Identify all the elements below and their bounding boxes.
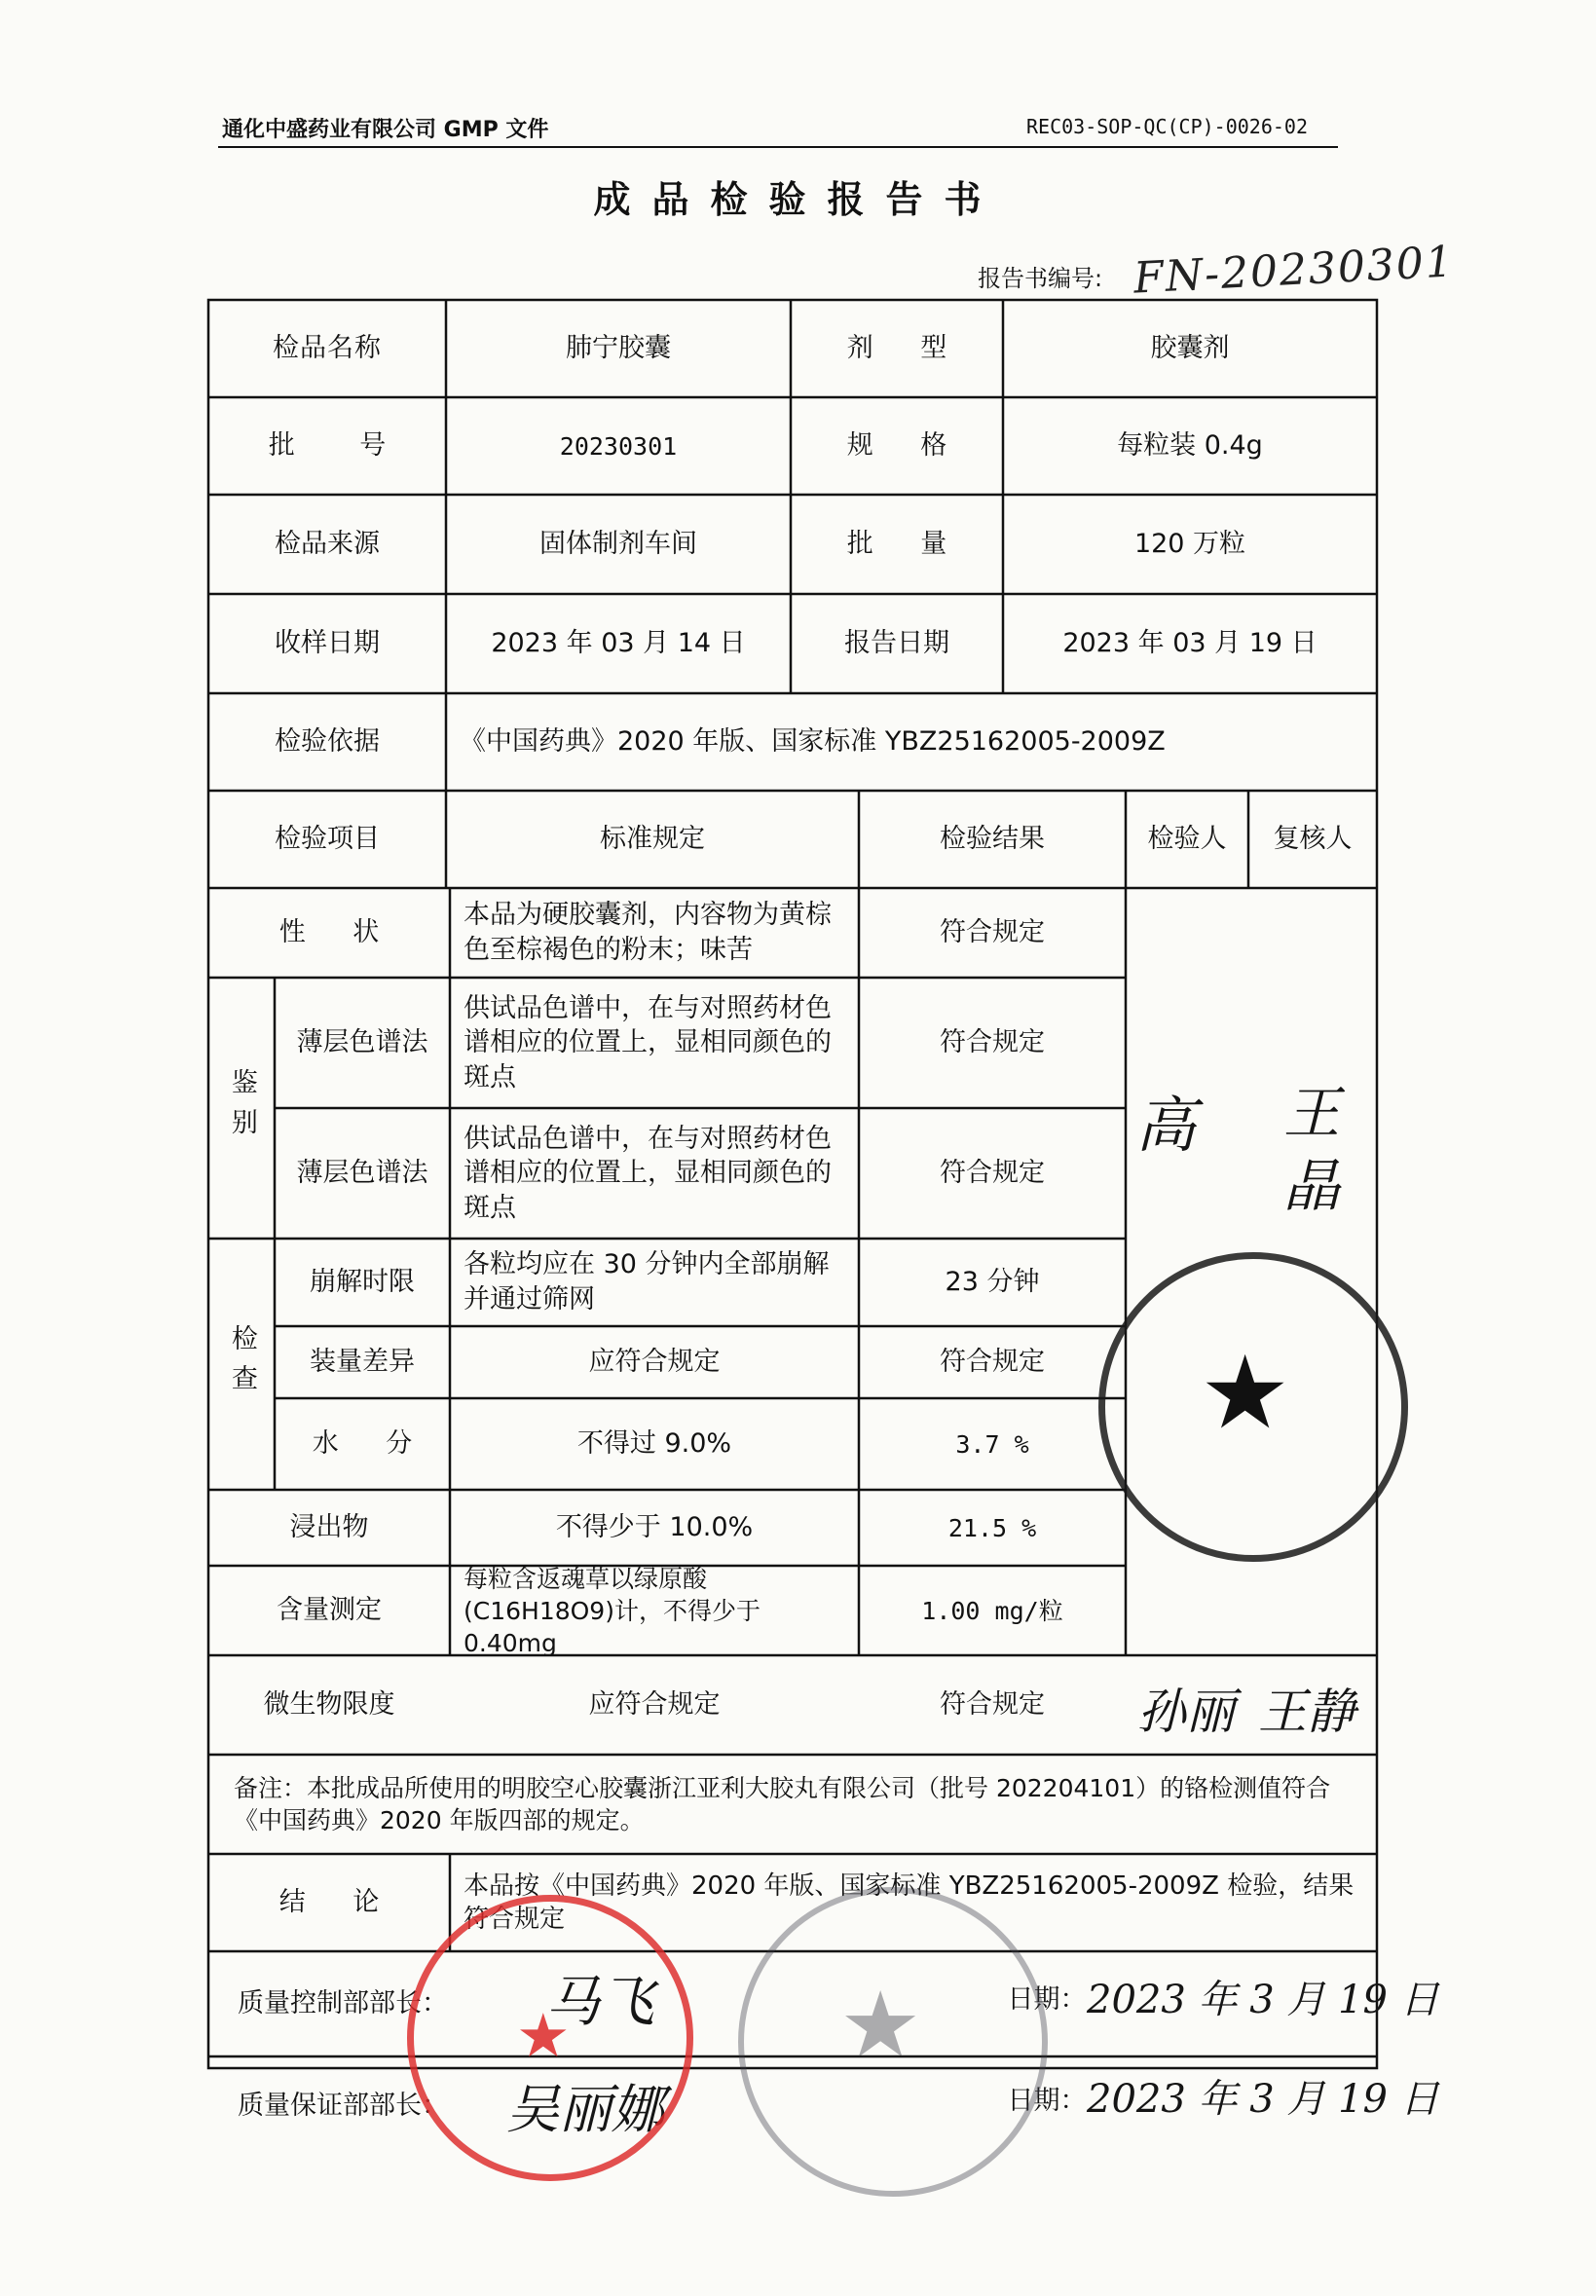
batch-quantity-label: 批 量	[846, 529, 947, 560]
document-code: REC03-SOP-QC(CP)-0026-02	[1026, 115, 1308, 138]
batch-number-label: 批 号	[268, 430, 387, 462]
purchase-seal-star: ★	[516, 2000, 571, 2071]
remark-text: 备注：本批成品所使用的明胶空心胶囊浙江亚利大胶丸有限公司（批号 202204101）的铬检测值符合《中国药典》2020 年版四部的规定。	[234, 1774, 1331, 1834]
qa-date-value: 2023 年 3 月 19 日	[1087, 2077, 1439, 2122]
col-header-inspector: 检验人	[1147, 824, 1227, 855]
product-name-value: 肺宁胶囊	[566, 333, 671, 364]
report-date-value: 2023 年 03 月 19 日	[1062, 628, 1318, 659]
group-label-check-text: 检查	[226, 1324, 257, 1404]
table-row: 符合规定	[940, 917, 1045, 948]
table-row: 崩解时限	[310, 1267, 415, 1298]
conclusion-label: 结 论	[278, 1887, 380, 1918]
qa-head-signature: 吴丽娜	[506, 2079, 664, 2140]
table-row: 不得少于 10.0%	[555, 1512, 754, 1543]
table-row: 薄层色谱法	[296, 1027, 428, 1058]
company-header: 通化中盛药业有限公司 GMP 文件	[222, 118, 549, 142]
table-row: 符合规定	[940, 1689, 1045, 1721]
table-row: 23 分钟	[945, 1267, 1040, 1298]
batch-number-value: 20230301	[559, 431, 678, 461]
col-header-reviewer: 复核人	[1273, 824, 1353, 855]
qa-head-label: 质量保证部部长：	[238, 2091, 448, 2122]
qc-head-label: 质量控制部部长：	[238, 1988, 448, 2019]
dosage-form-label: 剂 型	[846, 333, 947, 364]
sample-source-value: 固体制剂车间	[539, 529, 697, 560]
table-row: 3.7 %	[955, 1429, 1029, 1459]
group-label-check	[208, 1239, 275, 1490]
table-row: 供试品色谱中，在与对照药材色谱相应的位置上，显相同颜色的斑点	[464, 992, 832, 1092]
sample-source-label: 检品来源	[275, 529, 380, 560]
micro-reviewer-signature: 王静	[1258, 1684, 1355, 1740]
table-row: 21.5 %	[947, 1513, 1037, 1542]
col-header-result: 检验结果	[940, 824, 1045, 855]
table-row: 微生物限度	[263, 1689, 395, 1721]
qc-head-signature: 马飞	[545, 1971, 654, 2034]
conclusion-text: 本品按《中国药典》2020 年版、国家标准 YBZ25162005-2009Z 检验，结果符合规定	[464, 1870, 1355, 1934]
col-header-item: 检验项目	[275, 824, 380, 855]
table-row: 装量差异	[310, 1347, 415, 1378]
table-row: 含量测定	[277, 1595, 382, 1626]
table-row: 符合规定	[940, 1347, 1045, 1378]
sample-date-label: 收样日期	[275, 628, 380, 659]
report-number-value: FN-20230301	[1132, 237, 1456, 304]
test-basis-value: 《中国药典》2020 年版、国家标准 YBZ25162005-2009Z	[460, 726, 1166, 758]
specification-value: 每粒装 0.4g	[1117, 430, 1263, 462]
qa-date-label: 日期：	[1007, 2086, 1087, 2117]
col-header-standard: 标准规定	[600, 824, 705, 855]
table-row: 应符合规定	[588, 1347, 721, 1378]
table-row: 水 分	[312, 1428, 413, 1460]
batch-quantity-value: 120 万粒	[1133, 529, 1246, 560]
micro-inspector-signature: 孙丽	[1137, 1684, 1235, 1740]
table-row: 本品为硬胶囊剂，内容物为黄棕色至棕褐色的粉末；味苦	[464, 900, 832, 965]
table-row: 应符合规定	[588, 1689, 721, 1721]
table-row: 薄层色谱法	[296, 1158, 428, 1189]
group-label-identification	[208, 978, 275, 1239]
qc-date-value: 2023 年 3 月 19 日	[1087, 1978, 1439, 2022]
report-title: 成品检验报告书	[593, 178, 1003, 221]
table-row: 不得过 9.0%	[576, 1428, 732, 1460]
specification-label: 规 格	[846, 430, 947, 462]
table-row: 符合规定	[940, 1158, 1045, 1189]
quality-inspection-seal-star: ★	[1200, 1333, 1291, 1452]
table-row: 每粒含返魂草以绿原酸(C16H18O9)计，不得少于 0.40mg	[464, 1564, 761, 1657]
dosage-form-value: 胶囊剂	[1150, 333, 1230, 364]
table-row: 浸出物	[289, 1512, 369, 1543]
table-row: 性 状	[278, 917, 380, 948]
product-name-label: 检品名称	[273, 333, 382, 364]
table-row: 供试品色谱中，在与对照药材色谱相应的位置上，显相同颜色的斑点	[464, 1123, 832, 1223]
sample-date-value: 2023 年 03 月 14 日	[491, 628, 746, 659]
faded-inspection-seal-star: ★	[839, 1973, 922, 2079]
report-number-label: 报告书编号:	[978, 265, 1103, 292]
report-date-label: 报告日期	[844, 628, 949, 659]
qc-date-label: 日期：	[1007, 1984, 1087, 2016]
table-row: 1.00 mg/粒	[921, 1596, 1063, 1625]
group-label-identification-text: 鉴别	[226, 1068, 257, 1148]
test-basis-label: 检验依据	[275, 726, 380, 758]
inspector-signature: 高	[1135, 1090, 1197, 1161]
table-row: 符合规定	[940, 1027, 1045, 1058]
table-row: 各粒均应在 30 分钟内全部崩解并通过筛网	[464, 1249, 830, 1315]
reviewer-signature: 王晶	[1283, 1080, 1341, 1220]
